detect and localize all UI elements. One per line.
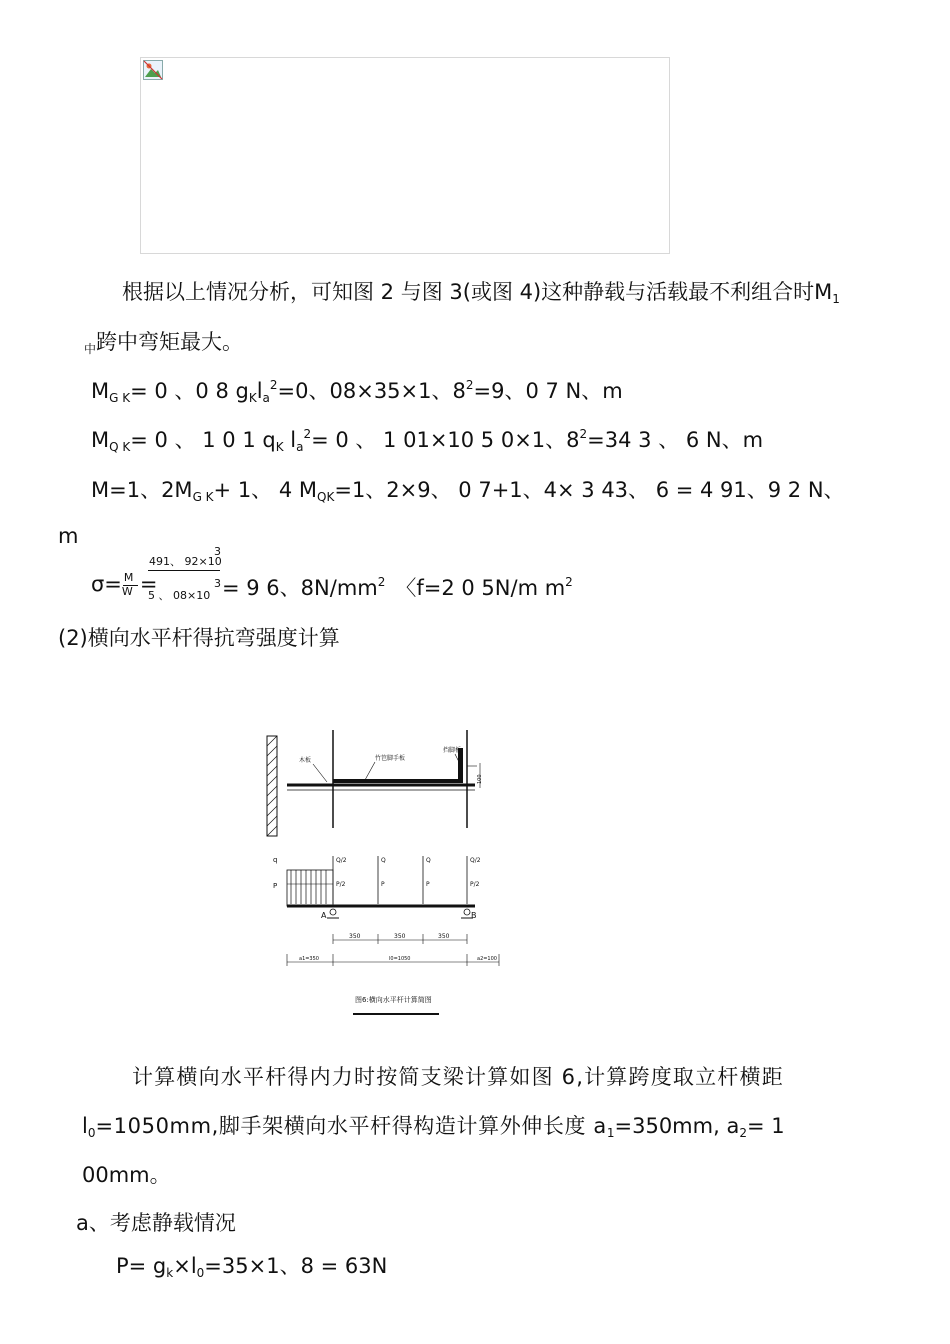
label-dim-350-2: 350 (394, 933, 406, 940)
equation-sigma-result (222, 572, 573, 602)
label-q-b: Q (381, 857, 386, 864)
paragraph-line: 00mm。 (82, 1163, 171, 1187)
equation-m-continued: m (58, 524, 79, 548)
subscript: QK (317, 490, 335, 504)
subscript: a (296, 440, 304, 454)
label-q2-a: Q/2 (336, 857, 347, 864)
symbol: M (91, 428, 110, 452)
equation-p (116, 1250, 387, 1280)
superscript: 2 (565, 575, 573, 589)
text: ×l (173, 1254, 197, 1278)
wall (267, 736, 277, 836)
text: =0、08×35×1、8 (277, 379, 466, 403)
subscript: 中 (84, 342, 97, 356)
subscript: k (166, 1266, 174, 1280)
subscript: 0 (87, 1126, 96, 1140)
label-p2-d: P/2 (470, 881, 480, 888)
sigma-denominator: 5 、 08×10 (148, 589, 211, 602)
superscript: 2 (465, 378, 474, 392)
symbol: l (82, 1114, 88, 1138)
subscript: K (248, 391, 257, 405)
superscript: 2 (269, 378, 278, 392)
text: = 0 、 1 01×10 5 0×1、8 (311, 428, 580, 452)
image-placeholder (140, 57, 670, 254)
text: = 0 、0 8 g (130, 379, 249, 403)
label-dim-height: 100 (477, 774, 483, 784)
text: =9、0 7 N、m (473, 379, 623, 403)
section-heading: (2)横向水平杆得抗弯强度计算 (58, 626, 340, 650)
text: 跨中弯矩最大。 (96, 330, 244, 354)
subscript: 1 (606, 1126, 615, 1140)
label-p: P (273, 882, 278, 890)
label-dim-350-3: 350 (438, 933, 450, 940)
text: =1、2×9、 0 7+1、4× 3 43、 6 = 4 91、9 2 N、 (334, 478, 845, 502)
paragraph-line (84, 326, 243, 356)
text: =350mm, a (614, 1114, 740, 1138)
sigma-numerator (149, 553, 222, 569)
label-q-c: Q (426, 857, 431, 864)
subscript: 0 (196, 1266, 205, 1280)
text: = 9 6、8N/mm (222, 576, 378, 600)
subscript: Q K (109, 440, 131, 454)
paragraph-line (122, 276, 840, 306)
text: 根据以上情况分析，可知图 2 与图 3(或图 4)这种静载与活载最不利组合时M (122, 280, 833, 304)
label-dim-350-1: 350 (349, 933, 361, 940)
sigma-denominator-exp: 3 (214, 577, 221, 590)
equation-m (91, 474, 845, 504)
text: + 1、 4 M (213, 478, 318, 502)
equation-mqk (91, 424, 763, 454)
support-a (327, 909, 339, 918)
denominator: W (121, 585, 133, 598)
label-zhujiao: 竹笆脚手板 (375, 755, 406, 762)
text: =34 3 、 6 N、m (587, 428, 764, 452)
label-muban: 木板 (299, 757, 312, 764)
symbol: σ= (91, 572, 122, 596)
label-p-b: P (381, 881, 385, 888)
symbol: M (91, 379, 110, 403)
sigma-numerator-exp: 3 (214, 545, 221, 558)
numerator: M (123, 571, 134, 584)
list-item: a、考虑静载情况 (76, 1211, 236, 1235)
text: = 1 (746, 1114, 785, 1138)
diagram-caption: 图6:横向水平杆计算简图 (355, 996, 432, 1004)
subscript: G K (192, 490, 214, 504)
text: = 0 、 1 0 1 q (130, 428, 276, 452)
paragraph-line (82, 1110, 785, 1140)
label-a: A (321, 911, 327, 920)
label-p2-a: P/2 (336, 881, 346, 888)
label-q: q (273, 856, 278, 864)
label-b: B (471, 911, 477, 920)
subscript: 1 (832, 292, 840, 306)
fraction-bar (148, 570, 220, 571)
bamboo-plank (333, 779, 463, 783)
subscript: a (262, 391, 270, 405)
superscript: 2 (377, 575, 386, 589)
label-dim-a1: a1=350 (299, 956, 319, 962)
equation-mgk (91, 375, 623, 405)
superscript: 2 (303, 427, 312, 441)
text: =35×1、8 = 63N (204, 1254, 388, 1278)
point-load-arrows (333, 856, 467, 904)
label-dim-l0: l0=1050 (389, 956, 411, 962)
fraction-m-over-w (121, 571, 140, 598)
subscript: K (275, 440, 284, 454)
broken-image-icon (143, 60, 163, 85)
subscript: G K (109, 391, 131, 405)
text: = (139, 572, 158, 596)
text: P= g (116, 1254, 167, 1278)
text: 491、 92×10 (149, 555, 222, 568)
label-q2-d: Q/2 (470, 857, 481, 864)
paragraph-line: 计算横向水平杆得内力时按简支梁计算如图 6,计算跨度取立杆横距 (132, 1065, 784, 1089)
text: 〈f=2 0 5N/m m (395, 576, 566, 600)
symbol: l (283, 428, 297, 452)
beam-diagram (255, 728, 515, 1023)
symbol: l (256, 379, 263, 403)
label-dim-a2: a2=100 (477, 956, 497, 962)
superscript: 2 (579, 427, 588, 441)
label-dangjiao: 挡脚板 (443, 747, 462, 754)
text: =1050mm,脚手架横向水平杆得构造计算外伸长度 a (95, 1114, 607, 1138)
text: M=1、2M (91, 478, 193, 502)
label-p-c: P (426, 881, 430, 888)
subscript: 2 (739, 1126, 747, 1140)
distributed-load (287, 870, 333, 906)
